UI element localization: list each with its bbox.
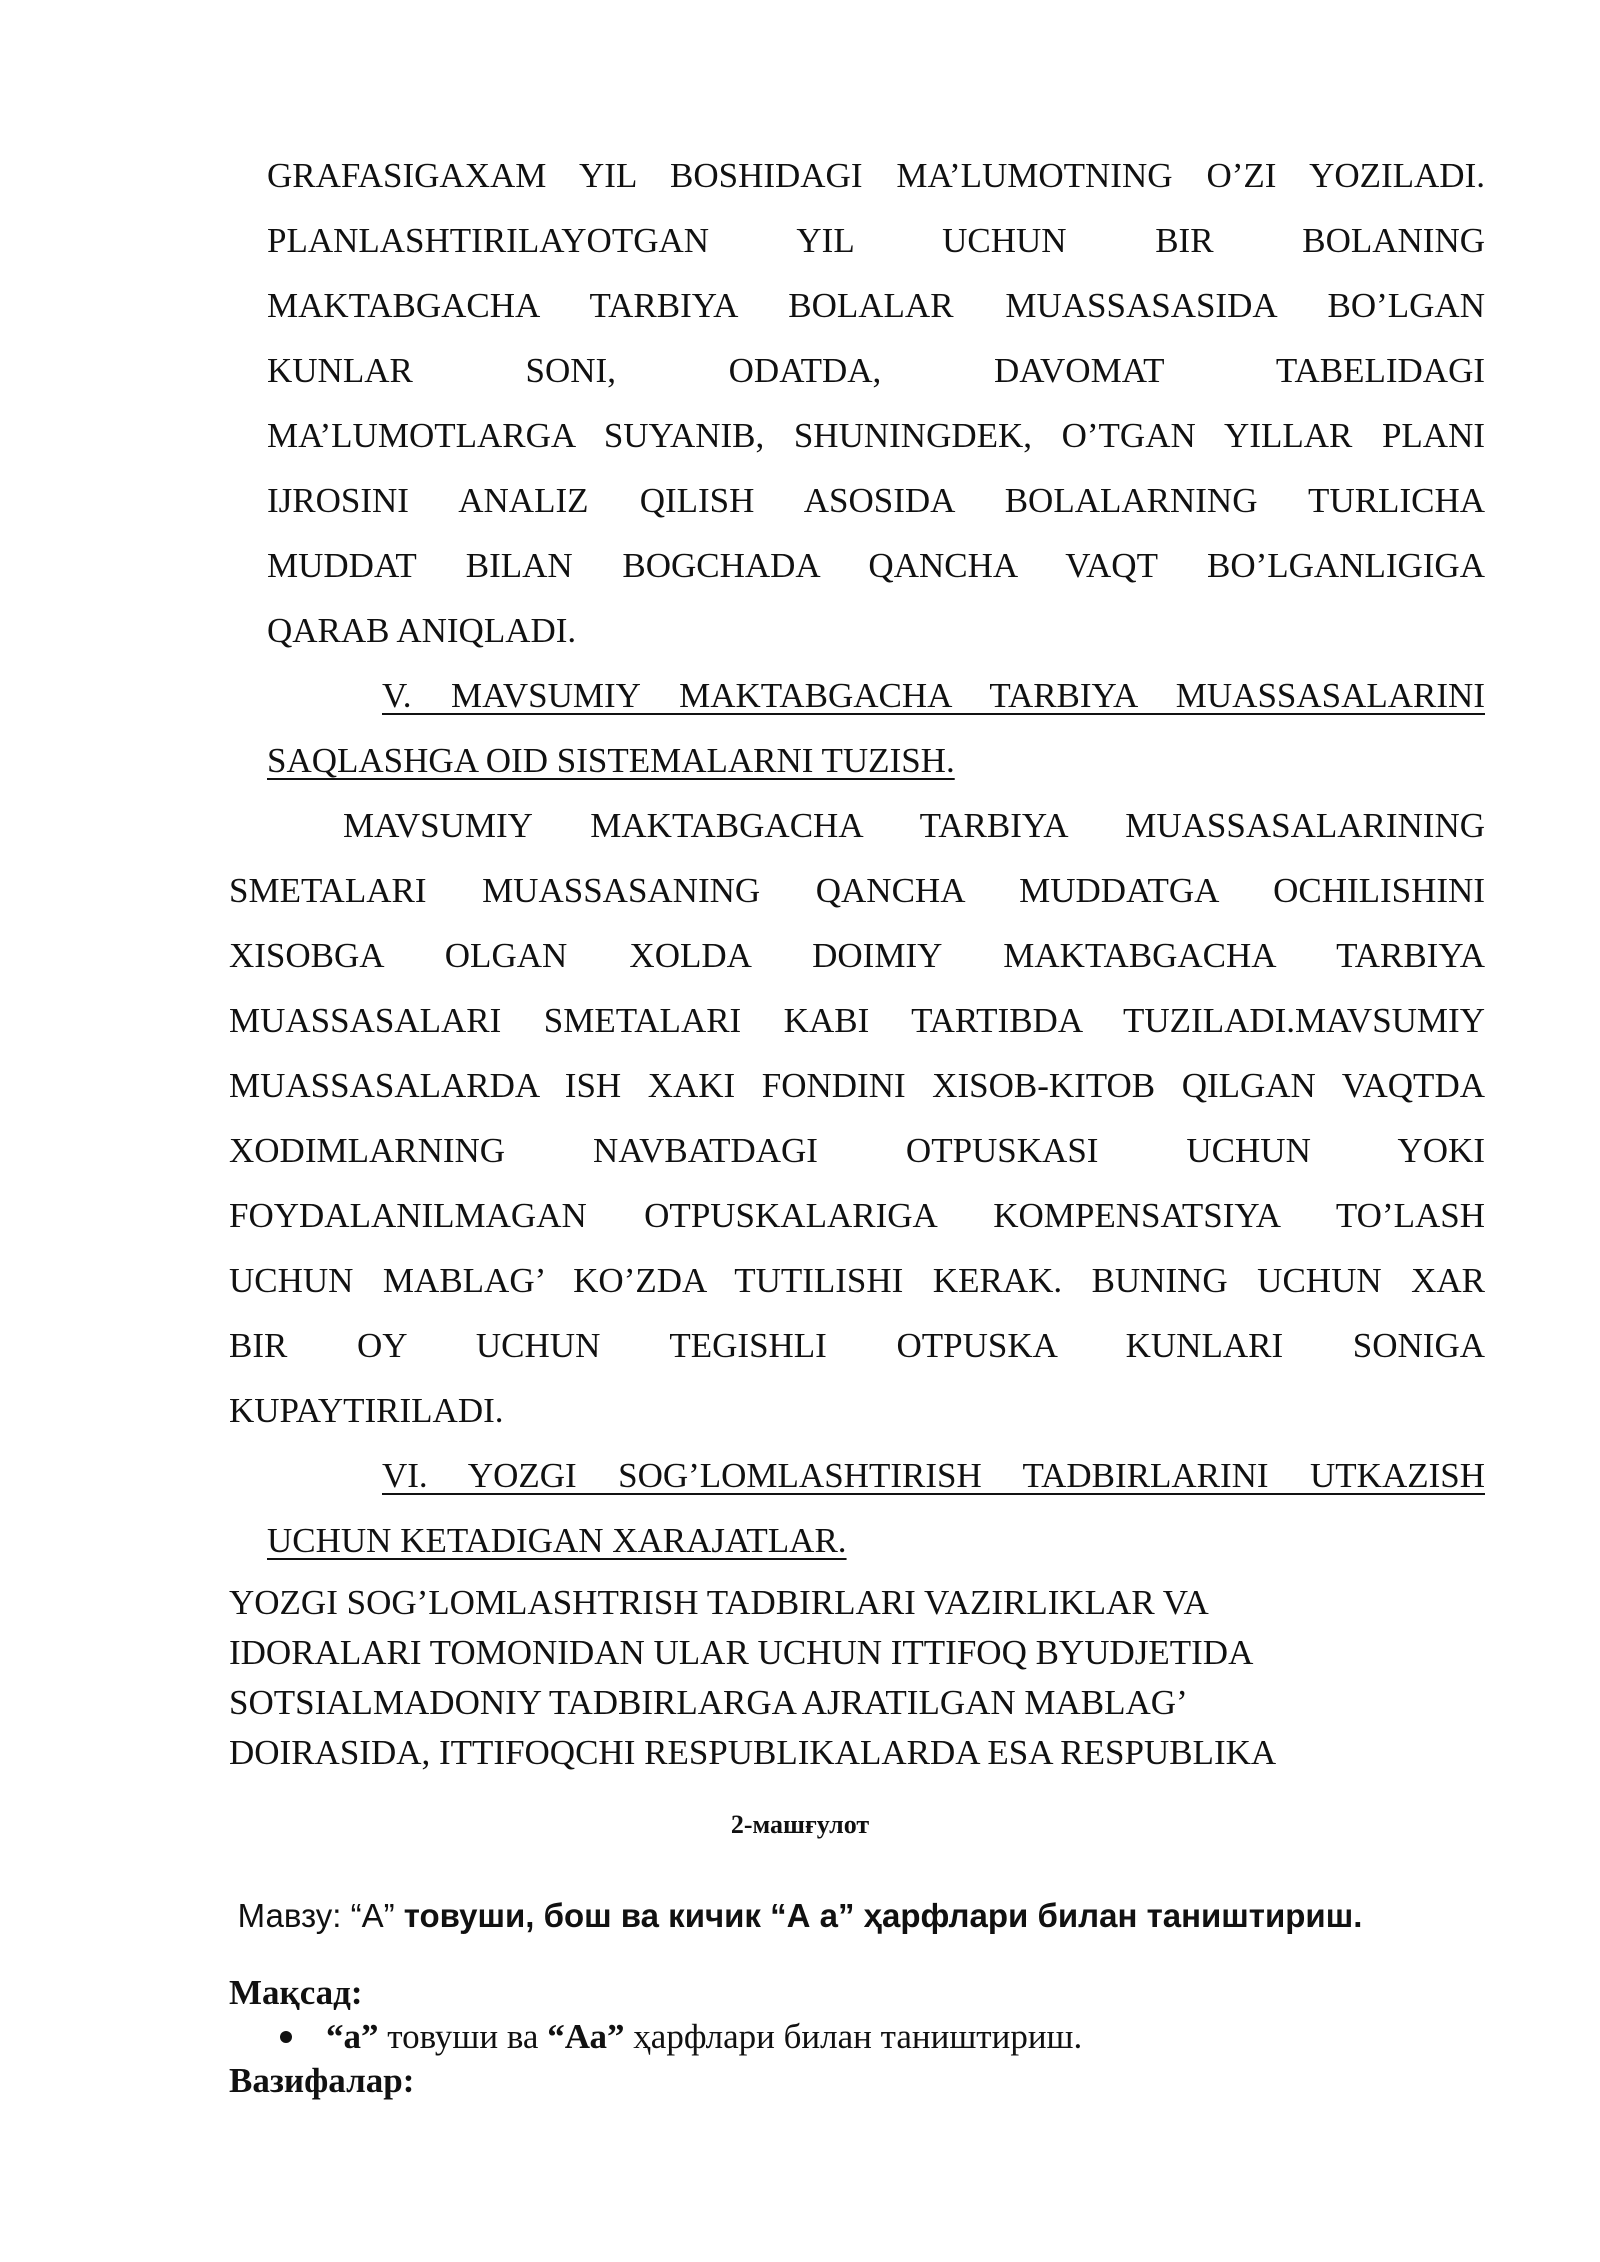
text-line: MAKTABGACHA TARBIYA BOLALAR MUASSASASIDA BO’LGAN	[267, 286, 1485, 325]
heading-line: SAQLASHGA OID SISTEMALARNI TUZISH.	[267, 741, 955, 780]
lesson-number: 2-машғулот	[730, 1810, 870, 1839]
bullet-sound: “а”	[326, 2017, 379, 2056]
goal-label: Мақсад:	[229, 1973, 363, 2012]
goal-bullet	[280, 2012, 1082, 2062]
text-line: IJROSINI ANALIZ QILISH ASOSIDA BOLALARNING TURLICHA	[267, 481, 1485, 520]
text-line: SMETALARI MUASSASANING QANCHA MUDDATGA OCHILISHINI	[229, 871, 1485, 910]
bullet-text-end: ҳарфлари билан таништириш.	[624, 2017, 1083, 2056]
text-line: XISOBGA OLGAN XOLDA DOIMIY MAKTABGACHA TARBIYA	[229, 936, 1485, 975]
text-line: GRAFASIGAXAM YIL BOSHIDAGI MA’LUMOTNING O’ZI YOZILADI.	[267, 156, 1485, 195]
text-line: UCHUN MABLAG’ KO’ZDA TUTILISHI KERAK. BUNING UCHUN XAR	[229, 1261, 1485, 1300]
text-line: PLANLASHTIRILAYOTGAN YIL UCHUN BIR BOLANING	[267, 221, 1485, 260]
text-line: MUDDAT BILAN BOGCHADA QANCHA VAQT BO’LGANLIGIGA	[267, 546, 1485, 585]
text-line: YOZGI SOG’LOMLASHTRISH TADBIRLARI VAZIRLIKLAR VA	[229, 1583, 1209, 1622]
heading-line: VI. YOZGI SOG’LOMLASHTIRISH TADBIRLARINI UTKAZISH	[382, 1456, 1485, 1495]
text-line: MUASSASALARI SMETALARI KABI TARTIBDA TUZILADI.MAVSUMIY	[229, 1001, 1485, 1040]
topic-prefix: Мавзу: “А”	[237, 1897, 395, 1934]
text-line: MUASSASALARDA ISH XAKI FONDINI XISOB-KITOB QILGAN VAQTDA	[229, 1066, 1485, 1105]
bullet-letters: “Аа”	[547, 2017, 625, 2056]
bullet-text: товуши ва	[378, 2017, 548, 2056]
tasks-label: Вазифалар:	[229, 2061, 415, 2100]
text-line: FOYDALANILMAGAN OTPUSKALARIGA KOMPENSATSIYA TO’LASH	[229, 1196, 1485, 1235]
topic-title: товуши, бош ва кичик “А а” ҳарфлари билан таништириш.	[394, 1897, 1363, 1934]
bullet-icon	[280, 2031, 292, 2043]
text-line: BIR OY UCHUN TEGISHLI OTPUSKA KUNLARI SONIGA	[229, 1326, 1485, 1365]
text-line: KUPAYTIRILADI.	[229, 1391, 504, 1430]
text-line: QARAB ANIQLADI.	[267, 611, 577, 650]
text-line: KUNLAR SONI, ODATDA, DAVOMAT TABELIDAGI	[267, 351, 1485, 390]
text-line: SOTSIALMADONIY TADBIRLARGA AJRATILGAN MABLAG’	[229, 1683, 1188, 1722]
heading-line: V. MAVSUMIY MAKTABGACHA TARBIYA MUASSASALARINI	[382, 676, 1485, 715]
heading-line: UCHUN KETADIGAN XARAJATLAR.	[267, 1521, 847, 1560]
text-line: DOIRASIDA, ITTIFOQCHI RESPUBLIKALARDA ESA RESPUBLIKA	[229, 1733, 1277, 1772]
text-line: XODIMLARNING NAVBATDAGI OTPUSKASI UCHUN YOKI	[229, 1131, 1485, 1170]
text-line: MA’LUMOTLARGA SUYANIB, SHUNINGDEK, O’TGAN YILLAR PLANI	[267, 416, 1485, 455]
text-line: MAVSUMIY MAKTABGACHA TARBIYA MUASSASALARINING	[343, 806, 1485, 845]
text-line: IDORALARI TOMONIDAN ULAR UCHUN ITTIFOQ BYUDJETIDA	[229, 1633, 1254, 1672]
lesson-topic	[0, 1888, 1600, 1944]
